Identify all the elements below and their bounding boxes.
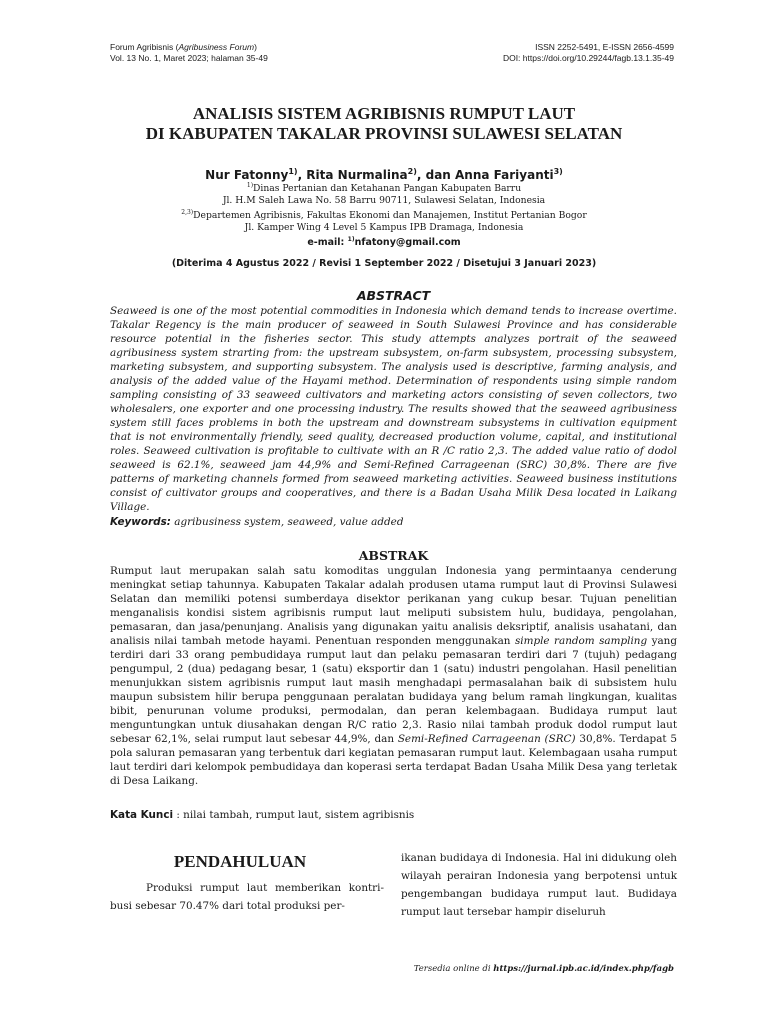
submission-dates: (Diterima 4 Agustus 2022 / Revisi 1 September 2022 / Disetujui 3 Januari 2023) bbox=[171, 258, 597, 269]
abstract-text: Seaweed is one of the most potential commodities in Indonesia which demand tends to increase overtime. Takalar Regency is the main producer of seaweed in South Sulawesi Province and has considerable resource potential in the fisheries sector. This study attempts analyzes portrait of the seaweed agribusiness system strarting from: the upstream subsystem, on-farm subsystem, processing subsystem, marketing subsystem, and supporting subsystem. The analysis used is descriptive, farming analysis, and analysis of the added value of the Hayami method. Determination of respondents using simple random sampling consisting of 33 seaweed cultivators and marketing actors consisting of seven collectors, two wholesalers, one exporter and one processing industry. The results showed that the seaweed agribusiness system still faces problems in both the upstream and downstream subsystems in cultivation equipment that is not environmentally friendly, seed quality, decreased production volume, capital, and institutional roles. Seaweed cultivation is profitable to cultivate with an R /C ratio 2,3. The added value ratio of dodol seaweed is 62.1%, seaweed jam 44,9% and Semi-Refined Carrageenan (SRC) 30,8%. There are five patterns of marketing channels formed from seaweed marketing activities. Seaweed business institutions consist of cultivator groups and cooperatives, and there is a Badan Usaha Milik Desa located in Laikang Village. bbox=[110, 305, 677, 513]
journal-name: Forum Agribisnis (Agribusiness Forum) bbox=[110, 42, 257, 52]
journal-volume: Vol. 13 No. 1, Maret 2023; halaman 35-49 bbox=[110, 53, 268, 63]
keywords-en: Keywords: agribusiness system, seaweed, value added bbox=[110, 516, 404, 528]
author-list: Nur Fatonny$^{1)}$, Rita Nurmalina$^{2)}$, dan Anna Fariyanti$^{3)}$ bbox=[205, 167, 563, 182]
abstrak-text: Rumput laut merupakan salah satu komoditas unggulan Indonesia yang permintaanya cenderung meningkat setiap tahunnya. Kabupaten Takalar adalah produsen utama rumput laut di Provinsi Sulawesi Selatan dan memiliki potensi sumberdaya disektor perikanan yang cukup besar. Tujuan penelitian menganalisis kondisi sistem agribisnis rumput laut meliputi subsistem hulu, budidaya, pengolahan, pemasaran, dan jasa/penunjang. Analisis yang digunakan yaitu analisis deksriptif, analisis usahatani, dan analisis nilai tambah metode hayami. Penentuan responden menggunakan simple random sampling yang terdiri dari 33 orang pembudidaya rumput laut dan pelaku pemasaran terdiri dari 7 (tujuh) pedagang pengumpul, 2 (dua) pedagang besar, 1 (satu) eksportir dan 1 (satu) industri pengolahan. Hasil penelitian menunjukkan sistem agribisnis rumput laut masih menghadapi permasalahan baik di subsistem hulu maupun subsistem hilir berupa penggunaan peralatan budidaya yang belum ramah lingkungan, kualitas bibit, penurunan volume produksi, permodalan, dan peran kelembagaan. Budidaya rumput laut menguntungkan untuk diusahakan dengan R/C ratio 2,3. Rasio nilai tambah produk dodol rumput laut sebesar 62,1%, selai rumput laut sebesar 44,9%, dan Semi-Refined Carrageenan (SRC) 30,8%. Terdapat 5 pola saluran pemasaran yang terbentuk dari kegiatan pemasaran rumput laut. Kelembagaan usaha rumput laut terdiri dari kelompok pembudidaya dan koperasi serta terdapat Badan Usaha Milik Desa yang terletak di Desa Laikang. bbox=[110, 565, 677, 787]
journal-url-link[interactable]: https://jurnal.ipb.ac.id/index.php/fagb bbox=[493, 964, 674, 974]
affiliation-1-address: Jl. H.M Saleh Lawa No. 58 Barru 90711, Sulawesi Selatan, Indonesia bbox=[222, 195, 546, 207]
title-line-1: ANALISIS SISTEM AGRIBISNIS RUMPUT LAUT bbox=[192, 104, 576, 123]
intro-column-right: ikanan budidaya di Indonesia. Hal ini didukung oleh wilayah perairan Indonesia yang berpotensi untuk pengembangan budidaya rumput laut. Budidaya rumput laut tersebar hampir diseluruh bbox=[401, 852, 677, 918]
page-footer: Tersedia online di https://jurnal.ipb.ac.id/index.php/fagb bbox=[413, 964, 674, 974]
journal-header-left bbox=[110, 42, 268, 64]
title-line-2: DI KABUPATEN TAKALAR PROVINSI SULAWESI SELATAN bbox=[145, 124, 623, 143]
abstract-heading: ABSTRACT bbox=[356, 288, 431, 303]
keywords-id: Kata Kunci : nilai tambah, rumput laut, sistem agribisnis bbox=[110, 809, 415, 821]
doi-link[interactable]: DOI: https://doi.org/10.29244/fagb.13.1.35-49 bbox=[502, 53, 674, 63]
corresponding-email[interactable]: e-mail: $^{1)}$nfatony@gmail.com bbox=[307, 236, 461, 249]
affiliation-2-address: Jl. Kamper Wing 4 Level 5 Kampus IPB Dramaga, Indonesia bbox=[244, 222, 524, 234]
issn: ISSN 2252-5491, E-ISSN 2656-4599 bbox=[535, 42, 674, 52]
paper-title bbox=[60, 104, 708, 144]
section-heading-pendahuluan: PENDAHULUAN bbox=[173, 852, 307, 871]
abstrak-heading: ABSTRAK bbox=[358, 548, 429, 563]
intro-column-left: Produksi rumput laut memberikan kontri-busi sebesar 70.47% dari total produksi per- bbox=[110, 882, 384, 912]
affiliation-2: $^{2,3)}$Departemen Agribisnis, Fakultas Ekonomi dan Manajemen, Institut Pertanian Bogor bbox=[181, 209, 587, 222]
affiliation-1: $^{1)}$Dinas Pertanian dan Ketahanan Pangan Kabupaten Barru bbox=[246, 182, 522, 195]
journal-header-right bbox=[503, 42, 674, 64]
affiliations bbox=[60, 180, 708, 249]
